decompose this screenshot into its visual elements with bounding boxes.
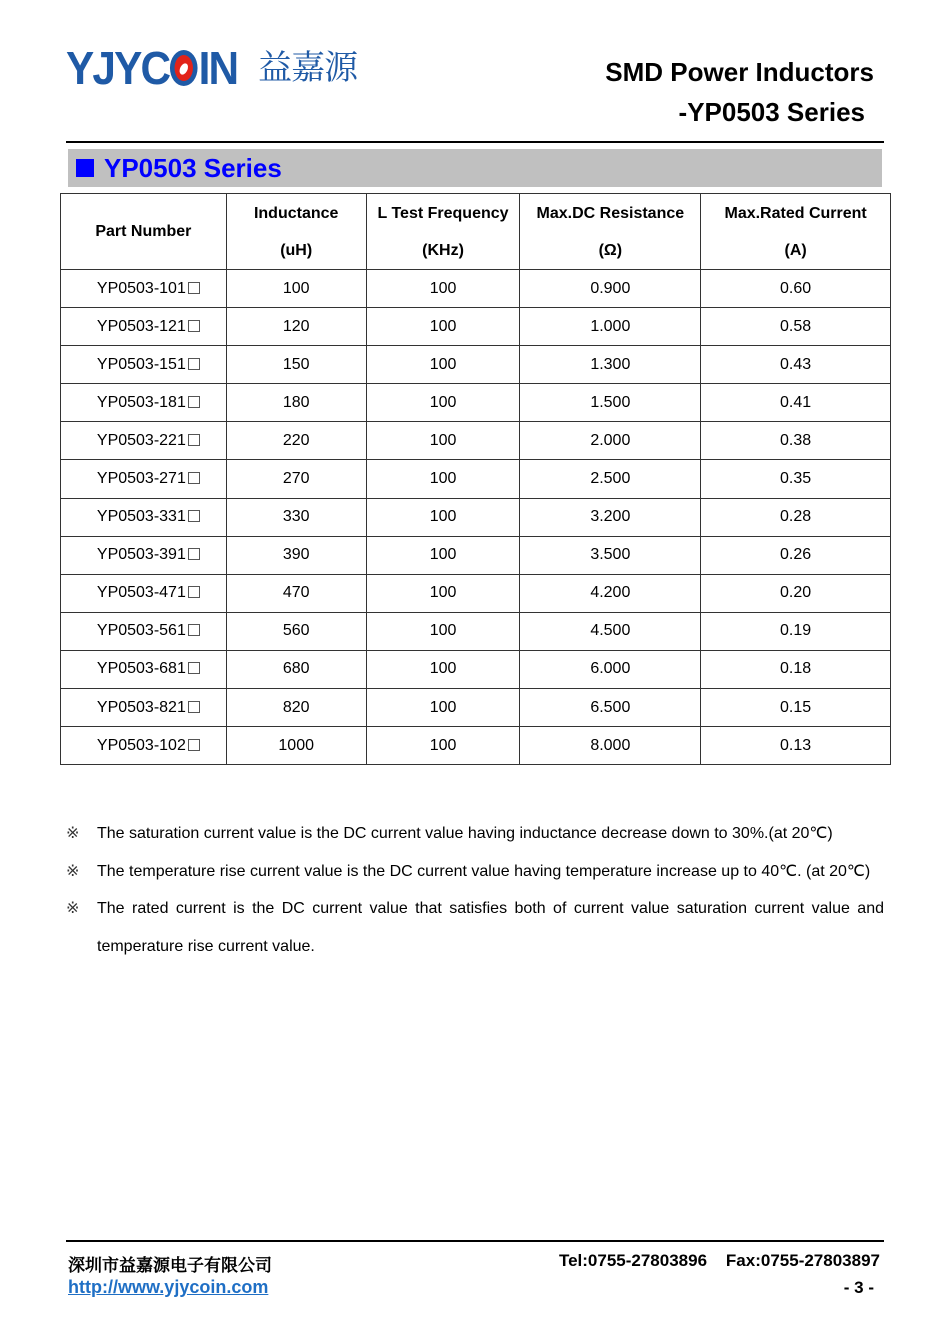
cell-part-number-value: YP0503-221 bbox=[96, 431, 186, 449]
table-row bbox=[61, 308, 891, 346]
cell-test-frequency-value: 100 bbox=[429, 698, 457, 716]
cell-test-frequency bbox=[366, 574, 520, 612]
cell-rated-current-value: 0.35 bbox=[780, 470, 812, 488]
cell-inductance-value: 560 bbox=[282, 622, 310, 640]
cell-rated-current bbox=[701, 727, 891, 765]
placeholder-box-icon bbox=[188, 586, 200, 598]
placeholder-box-icon bbox=[188, 472, 200, 484]
cell-test-frequency bbox=[366, 460, 520, 498]
logo-text-right: IN bbox=[198, 42, 238, 94]
cell-dc-resistance bbox=[520, 270, 701, 308]
cell-test-frequency bbox=[366, 384, 520, 422]
column-header-part-number bbox=[61, 194, 227, 270]
cell-inductance bbox=[226, 498, 366, 536]
cell-inductance bbox=[226, 650, 366, 688]
cell-part-number bbox=[61, 384, 227, 422]
cell-part-number bbox=[61, 270, 227, 308]
cell-inductance-value: 470 bbox=[282, 584, 310, 602]
reference-mark-icon: ※ bbox=[66, 862, 80, 880]
cell-dc-resistance bbox=[520, 536, 701, 574]
note-text: The rated current is the DC current value that satisfies both of current value saturation current value and temperature rise current value. bbox=[97, 900, 884, 955]
cell-dc-resistance bbox=[520, 346, 701, 384]
square-bullet-icon bbox=[76, 159, 94, 177]
cell-inductance-value: 220 bbox=[282, 431, 310, 449]
cell-inductance-value: 100 bbox=[282, 279, 310, 297]
cell-inductance-value: 1000 bbox=[278, 736, 314, 754]
footer-divider bbox=[66, 1240, 884, 1242]
cell-inductance bbox=[226, 727, 366, 765]
placeholder-box-icon bbox=[188, 320, 200, 332]
cell-rated-current-value: 0.13 bbox=[780, 736, 812, 754]
cell-rated-current bbox=[701, 498, 891, 536]
note-item bbox=[66, 890, 884, 965]
cell-part-number bbox=[61, 460, 227, 498]
column-label: Max.DC Resistance bbox=[536, 204, 685, 222]
cell-part-number bbox=[61, 612, 227, 650]
cell-rated-current bbox=[701, 689, 891, 727]
notes-section bbox=[66, 815, 884, 965]
table-body bbox=[61, 270, 891, 765]
cell-dc-resistance bbox=[520, 689, 701, 727]
cell-inductance-value: 150 bbox=[282, 355, 310, 373]
cell-inductance-value: 270 bbox=[282, 470, 310, 488]
cell-dc-resistance-value: 2.500 bbox=[590, 470, 631, 488]
placeholder-box-icon bbox=[188, 358, 200, 370]
cell-test-frequency-value: 100 bbox=[429, 508, 457, 526]
column-header-test-frequency bbox=[366, 194, 520, 270]
reference-mark-icon: ※ bbox=[66, 825, 80, 842]
cell-dc-resistance-value: 1.500 bbox=[590, 393, 631, 411]
cell-part-number bbox=[61, 689, 227, 727]
cell-test-frequency-value: 100 bbox=[429, 355, 457, 373]
cell-dc-resistance bbox=[520, 384, 701, 422]
cell-inductance bbox=[226, 422, 366, 460]
cell-part-number bbox=[61, 574, 227, 612]
cell-inductance bbox=[226, 689, 366, 727]
cell-rated-current-value: 0.41 bbox=[780, 393, 812, 411]
column-unit: (Ω) bbox=[598, 241, 623, 259]
cell-dc-resistance bbox=[520, 727, 701, 765]
cell-test-frequency-value: 100 bbox=[429, 736, 457, 754]
cell-dc-resistance-value: 4.500 bbox=[590, 622, 631, 640]
placeholder-box-icon bbox=[188, 624, 200, 636]
cell-test-frequency-value: 100 bbox=[429, 584, 457, 602]
column-header-dc-resistance bbox=[520, 194, 701, 270]
cell-part-number-value: YP0503-561 bbox=[96, 622, 186, 640]
cell-dc-resistance bbox=[520, 308, 701, 346]
cell-rated-current bbox=[701, 536, 891, 574]
header-divider bbox=[66, 141, 884, 143]
placeholder-box-icon bbox=[188, 662, 200, 674]
cell-inductance-value: 820 bbox=[282, 698, 310, 716]
cell-rated-current-value: 0.26 bbox=[780, 546, 812, 564]
placeholder-box-icon bbox=[188, 434, 200, 446]
cell-rated-current bbox=[701, 270, 891, 308]
table-header-row bbox=[61, 194, 891, 270]
table-row bbox=[61, 346, 891, 384]
column-header-inductance bbox=[226, 194, 366, 270]
cell-part-number-value: YP0503-102 bbox=[96, 736, 186, 754]
cell-part-number-value: YP0503-271 bbox=[96, 470, 186, 488]
cell-inductance-value: 330 bbox=[282, 508, 310, 526]
cell-dc-resistance-value: 2.000 bbox=[590, 431, 631, 449]
cell-test-frequency-value: 100 bbox=[429, 470, 457, 488]
cell-rated-current-value: 0.60 bbox=[780, 279, 812, 297]
cell-part-number-value: YP0503-151 bbox=[96, 355, 186, 373]
cell-rated-current bbox=[701, 384, 891, 422]
cell-inductance bbox=[226, 574, 366, 612]
cell-dc-resistance-value: 6.000 bbox=[590, 660, 631, 678]
document-title bbox=[605, 52, 874, 132]
cell-test-frequency bbox=[366, 308, 520, 346]
placeholder-box-icon bbox=[188, 739, 200, 751]
cell-dc-resistance-value: 6.500 bbox=[590, 698, 631, 716]
placeholder-box-icon bbox=[188, 396, 200, 408]
cell-part-number bbox=[61, 650, 227, 688]
cell-rated-current-value: 0.18 bbox=[780, 660, 812, 678]
cell-rated-current-value: 0.19 bbox=[780, 622, 812, 640]
cell-part-number-value: YP0503-391 bbox=[96, 546, 186, 564]
cell-dc-resistance-value: 4.200 bbox=[590, 584, 631, 602]
table-row bbox=[61, 650, 891, 688]
cell-test-frequency bbox=[366, 536, 520, 574]
cell-inductance bbox=[226, 384, 366, 422]
reference-mark-icon: ※ bbox=[66, 900, 80, 917]
column-header-rated-current bbox=[701, 194, 891, 270]
cell-dc-resistance-value: 0.900 bbox=[590, 279, 631, 297]
logo-cjk-text: 益嘉源 bbox=[258, 48, 358, 88]
page-number: - 3 - bbox=[843, 1278, 874, 1297]
cell-inductance bbox=[226, 536, 366, 574]
placeholder-box-icon bbox=[188, 701, 200, 713]
cell-part-number-value: YP0503-181 bbox=[96, 393, 186, 411]
cell-test-frequency bbox=[366, 727, 520, 765]
cell-rated-current bbox=[701, 308, 891, 346]
column-unit: (KHz) bbox=[422, 241, 464, 259]
section-title: YP0503 Series bbox=[104, 152, 282, 183]
cell-rated-current-value: 0.28 bbox=[780, 508, 812, 526]
company-logo bbox=[66, 44, 357, 92]
placeholder-box-icon bbox=[188, 282, 200, 294]
cell-test-frequency bbox=[366, 422, 520, 460]
cell-part-number bbox=[61, 536, 227, 574]
table-row bbox=[61, 422, 891, 460]
footer-company-name: 深圳市益嘉源电子有限公司 bbox=[68, 1256, 272, 1276]
cell-test-frequency-value: 100 bbox=[429, 660, 457, 678]
note-item bbox=[66, 853, 884, 891]
column-label: Part Number bbox=[95, 222, 192, 240]
cell-dc-resistance bbox=[520, 650, 701, 688]
placeholder-box-icon bbox=[188, 510, 200, 522]
cell-inductance-value: 120 bbox=[282, 317, 310, 335]
cell-rated-current-value: 0.20 bbox=[780, 584, 812, 602]
column-label: Inductance bbox=[253, 204, 339, 222]
cell-part-number-value: YP0503-681 bbox=[96, 660, 186, 678]
table-row bbox=[61, 727, 891, 765]
cell-test-frequency bbox=[366, 498, 520, 536]
cell-test-frequency-value: 100 bbox=[429, 393, 457, 411]
logo-coin-icon bbox=[170, 50, 198, 86]
cell-test-frequency-value: 100 bbox=[429, 431, 457, 449]
cell-dc-resistance bbox=[520, 612, 701, 650]
cell-dc-resistance-value: 8.000 bbox=[590, 736, 631, 754]
cell-test-frequency bbox=[366, 650, 520, 688]
cell-inductance bbox=[226, 308, 366, 346]
cell-rated-current bbox=[701, 422, 891, 460]
column-unit: (A) bbox=[784, 241, 807, 259]
logo-wordmark bbox=[66, 44, 237, 92]
cell-test-frequency bbox=[366, 612, 520, 650]
note-text: The temperature rise current value is the DC current value having temperature increase up to 40℃. (at 20℃) bbox=[97, 862, 871, 880]
table-row bbox=[61, 536, 891, 574]
cell-test-frequency-value: 100 bbox=[429, 622, 457, 640]
footer-contact: Tel:0755-27803896 Fax:0755-27803897 bbox=[558, 1251, 880, 1270]
cell-dc-resistance bbox=[520, 460, 701, 498]
cell-part-number bbox=[61, 727, 227, 765]
table-row bbox=[61, 689, 891, 727]
table-row bbox=[61, 612, 891, 650]
cell-part-number bbox=[61, 498, 227, 536]
title-line-1: SMD Power Inductors bbox=[605, 57, 874, 87]
placeholder-box-icon bbox=[188, 548, 200, 560]
column-unit: (uH) bbox=[280, 241, 313, 259]
cell-part-number-value: YP0503-331 bbox=[96, 508, 186, 526]
cell-inductance bbox=[226, 270, 366, 308]
column-label: Max.Rated Current bbox=[724, 204, 867, 222]
cell-part-number-value: YP0503-471 bbox=[96, 584, 186, 602]
note-item bbox=[66, 815, 884, 853]
table-row bbox=[61, 498, 891, 536]
logo-text-left: YJYC bbox=[66, 42, 170, 94]
cell-rated-current bbox=[701, 574, 891, 612]
cell-dc-resistance-value: 1.300 bbox=[590, 355, 631, 373]
section-heading bbox=[68, 149, 882, 187]
cell-part-number bbox=[61, 422, 227, 460]
cell-inductance-value: 390 bbox=[282, 546, 310, 564]
title-line-2: -YP0503 Series bbox=[678, 97, 865, 127]
table-row bbox=[61, 384, 891, 422]
cell-part-number bbox=[61, 308, 227, 346]
table-row bbox=[61, 270, 891, 308]
table-row bbox=[61, 574, 891, 612]
cell-dc-resistance-value: 3.200 bbox=[590, 508, 631, 526]
cell-part-number-value: YP0503-121 bbox=[96, 317, 186, 335]
cell-dc-resistance bbox=[520, 498, 701, 536]
note-text: The saturation current value is the DC current value having inductance decrease down to 30%.(at 20℃) bbox=[97, 825, 833, 842]
column-label: L Test Frequency bbox=[377, 204, 509, 222]
cell-rated-current bbox=[701, 650, 891, 688]
cell-rated-current-value: 0.15 bbox=[780, 698, 812, 716]
cell-test-frequency bbox=[366, 270, 520, 308]
cell-test-frequency bbox=[366, 689, 520, 727]
cell-rated-current-value: 0.43 bbox=[780, 355, 812, 373]
cell-test-frequency-value: 100 bbox=[429, 546, 457, 564]
cell-dc-resistance-value: 1.000 bbox=[590, 317, 631, 335]
cell-rated-current bbox=[701, 460, 891, 498]
table-row bbox=[61, 460, 891, 498]
cell-part-number-value: YP0503-101 bbox=[96, 279, 186, 297]
cell-part-number bbox=[61, 346, 227, 384]
cell-rated-current bbox=[701, 612, 891, 650]
cell-test-frequency-value: 100 bbox=[429, 279, 457, 297]
footer-website-link[interactable]: http://www.yjycoin.com bbox=[68, 1277, 269, 1297]
cell-inductance-value: 180 bbox=[282, 393, 310, 411]
cell-test-frequency-value: 100 bbox=[429, 317, 457, 335]
cell-inductance bbox=[226, 460, 366, 498]
cell-inductance bbox=[226, 346, 366, 384]
cell-dc-resistance bbox=[520, 422, 701, 460]
cell-inductance bbox=[226, 612, 366, 650]
cell-rated-current bbox=[701, 346, 891, 384]
cell-rated-current-value: 0.58 bbox=[780, 317, 812, 335]
cell-rated-current-value: 0.38 bbox=[780, 431, 812, 449]
cell-test-frequency bbox=[366, 346, 520, 384]
spec-table bbox=[60, 193, 891, 765]
cell-dc-resistance-value: 3.500 bbox=[590, 546, 631, 564]
cell-part-number-value: YP0503-821 bbox=[96, 698, 186, 716]
cell-inductance-value: 680 bbox=[282, 660, 310, 678]
cell-dc-resistance bbox=[520, 574, 701, 612]
